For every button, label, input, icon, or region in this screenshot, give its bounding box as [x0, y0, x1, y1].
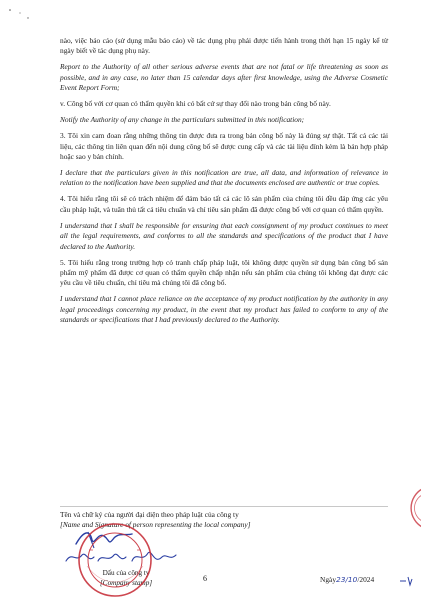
paragraph-vi: nào, việc báo cáo (sử dụng mẫu báo cáo) về tác dụng phụ phải được tiến hành trong thời hạn 15 ngày kể từ ngày biết về tác dụng phụ này.: [60, 36, 388, 56]
date-value: 23/10: [336, 575, 358, 584]
paragraph-vi: 5. Tôi hiểu rằng trong trường hợp có tranh chấp pháp luật, tôi không được quyền sử dụng bản công bố sản phẩm mỹ phẩm đã được cơ quan có thẩm quyền chấp nhận nếu sản phẩm của chúng tôi không đạt được các yêu cầu về tiêu chuẩn, chỉ tiêu mà chúng tôi đã công bố.: [60, 257, 388, 288]
page-number: 6: [203, 574, 207, 583]
signature-label-vi: Tên và chữ ký của người đại diện theo pháp luật của công ty: [60, 510, 239, 519]
paragraph-en: Report to the Authority of all other serious adverse events that are not fatal or life threatening as soon as possible, and in any case, no later than 15 calendar days after first knowledge, using the Adverse Cosmetic Event Report Form;: [60, 62, 388, 93]
scan-specks: [6, 6, 36, 31]
declaration-body: [60, 36, 388, 331]
paragraph-en: I understand that I shall be responsible for ensuring that each consignment of my product continues to meet all the legal requirements, and conforms to all the standards and specifications of the product that I have declared to the Authority.: [60, 220, 388, 251]
edge-stamp-fragment: [392, 487, 421, 529]
stamp-label-vi: Dấu của công ty: [102, 569, 150, 577]
signature-label-en: [Name and Signature of person representing the local company]: [60, 520, 251, 530]
paragraph-vi: v. Công bố với cơ quan có thẩm quyền khi có bất cứ sự thay đổi nào trong bản công bố này.: [60, 99, 331, 109]
paragraph-vi: 4. Tôi hiểu rằng tôi sẽ có trách nhiệm để đảm bảo tất cả các lô sản phẩm của chúng tôi đều đáp ứng các yêu cầu pháp luật, và tuân thủ tất cả tiêu chuẩn và chỉ tiêu sản phẩm đã được công bố với cơ quan có thẩm quyền.: [60, 194, 388, 214]
company-seal: [75, 520, 155, 600]
paragraph-vi: 3. Tôi xin cam đoan rằng những thông tin được đưa ra trong bản công bố này là đúng sự thật. Tất cả các tài liệu, các thông tin liên quan đến nội dung công bố sẽ được cung cấp và các tài liệu đính kèm là bản hợp pháp hoặc sao y bản chính.: [60, 131, 388, 162]
paragraph-en: I declare that the particulars given in this notification are true, all data, and information of relevance in relation to the notification have been supplied and that the documents enclosed are authentic or true copies.: [60, 168, 388, 188]
date-line: [320, 575, 374, 584]
paragraph-en: I understand that I cannot place reliance on the acceptance of my product notification by the authority in any legal proceedings concerning my product, in the event that my product has failed to conform to any of the standards or specifications that I had previously declared to the Authority.: [60, 294, 388, 325]
date-prefix: Ngày: [320, 575, 337, 584]
separator-rule: [60, 506, 388, 507]
paragraph-en: Notify the Authority of any change in the particulars submitted in this notification;: [60, 115, 305, 125]
initials-mark: [398, 575, 416, 587]
stamp-label-en: [Company stamp]: [100, 579, 153, 587]
date-suffix: /2024: [357, 575, 375, 584]
